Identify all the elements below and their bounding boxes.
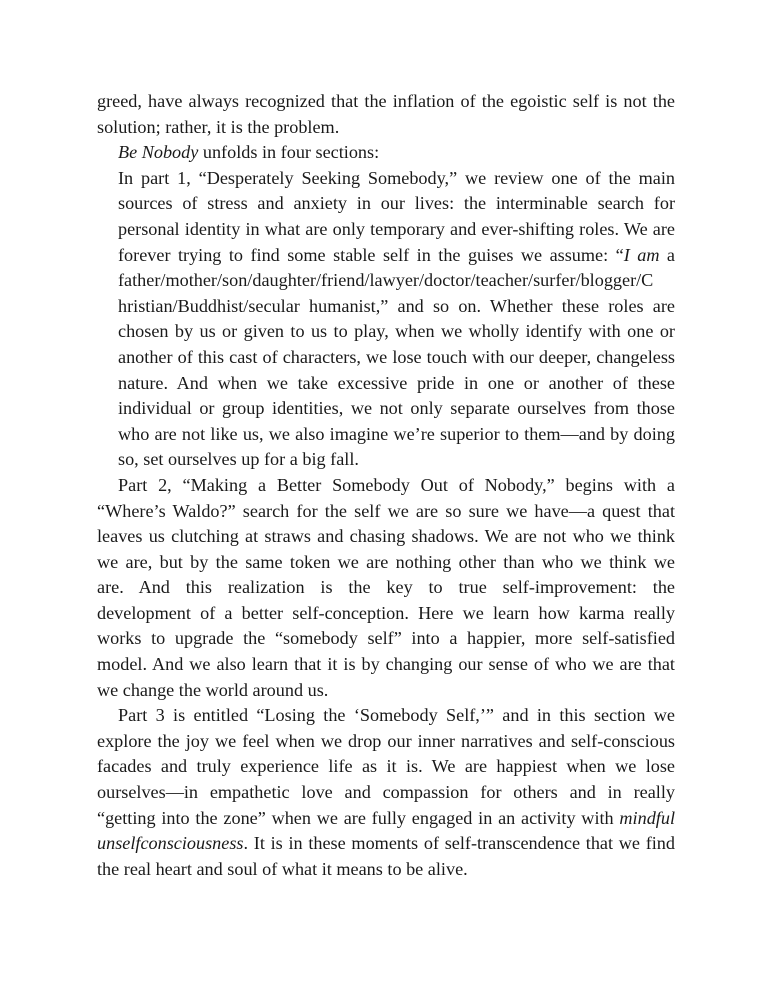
text-line: [97, 831, 675, 857]
text-line: [97, 806, 675, 832]
text-line: personal identity in what are only temporary and ever-shifting roles. We are: [118, 218, 675, 239]
paragraph-2: [97, 140, 675, 166]
text-run: a: [659, 244, 675, 265]
text-line: solution; rather, it is the problem.: [97, 116, 340, 137]
text-line: Part 2, “Making a Better Somebody Out of Nobody,” begins with a: [118, 474, 675, 495]
text-line: development of a better self-conception. Here we learn how karma really: [97, 602, 675, 623]
text-line: “Where’s Waldo?” search for the self we are so sure we have—a quest that: [97, 500, 675, 521]
text-line: model. And we also learn that it is by changing our sense of who we are that: [97, 654, 675, 675]
text-line: ourselves—in empathetic love and compassion for others and in really: [97, 782, 675, 803]
text-line: we are, but by the same token we are nothing other than who we think we: [97, 551, 675, 572]
italic-run: unselfconsciousness: [97, 833, 244, 854]
text-line: works to upgrade the “somebody self” into a happier, more self-satisfied: [97, 628, 675, 649]
paragraph-1: [97, 89, 675, 140]
text-line: greed, have always recognized that the inflation of the egoistic self is not the: [97, 91, 675, 111]
text-run: “getting into the zone” when we are fully engaged in an activity with: [97, 807, 620, 828]
text-line: Part 3 is entitled “Losing the ‘Somebody Self,’” and in this section we: [118, 705, 675, 726]
text-line: chosen by us or given to us to play, when we wholly identify with one or: [118, 321, 675, 342]
text-line: [97, 243, 675, 269]
text-line: hristian/Buddhist/secular humanist,” and so on. Whether these roles are: [118, 295, 675, 316]
text-line: sources of stress and anxiety in our lives: the interminable search for: [118, 193, 675, 214]
text-line: facades and truly experience life as it is. We are happiest when we lose: [97, 756, 675, 777]
text-run: forever trying to find some stable self in the guises we assume: “: [118, 244, 624, 265]
text-line: leaves us clutching at straws and chasing shadows. We are not who we think: [97, 526, 675, 547]
text-line: father/mother/son/daughter/friend/lawyer/doctor/teacher/surfer/blogger/C: [118, 270, 654, 291]
text-run: unfolds in four sections:: [198, 142, 380, 163]
text-line: the real heart and soul of what it means to be alive.: [97, 858, 468, 879]
text-line: nature. And when we take excessive pride in one or another of these: [118, 372, 675, 393]
italic-run: mindful: [619, 807, 675, 828]
text-line: we change the world around us.: [97, 679, 329, 700]
text-line: individual or group identities, we not only separate ourselves from those: [118, 398, 675, 419]
text-line: are. And this realization is the key to true self-improvement: the: [97, 577, 675, 598]
body-text: [97, 89, 675, 882]
paragraph-4: [97, 473, 675, 703]
book-title-italic: Be Nobody: [118, 142, 199, 163]
paragraph-3: [97, 166, 675, 473]
text-line: another of this cast of characters, we lose touch with our deeper, changeless: [118, 346, 675, 367]
italic-run: I am: [623, 244, 660, 265]
text-run: . It is in these moments of self-transcendence that we find: [243, 833, 675, 854]
text-line: so, set ourselves up for a big fall.: [118, 449, 359, 470]
text-line: explore the joy we feel when we drop our inner narratives and self-conscious: [97, 730, 675, 751]
text-line: In part 1, “Desperately Seeking Somebody,” we review one of the main: [118, 167, 675, 188]
paragraph-5: [97, 703, 675, 882]
text-line: who are not like us, we also imagine we’re superior to them—and by doing: [118, 423, 675, 444]
